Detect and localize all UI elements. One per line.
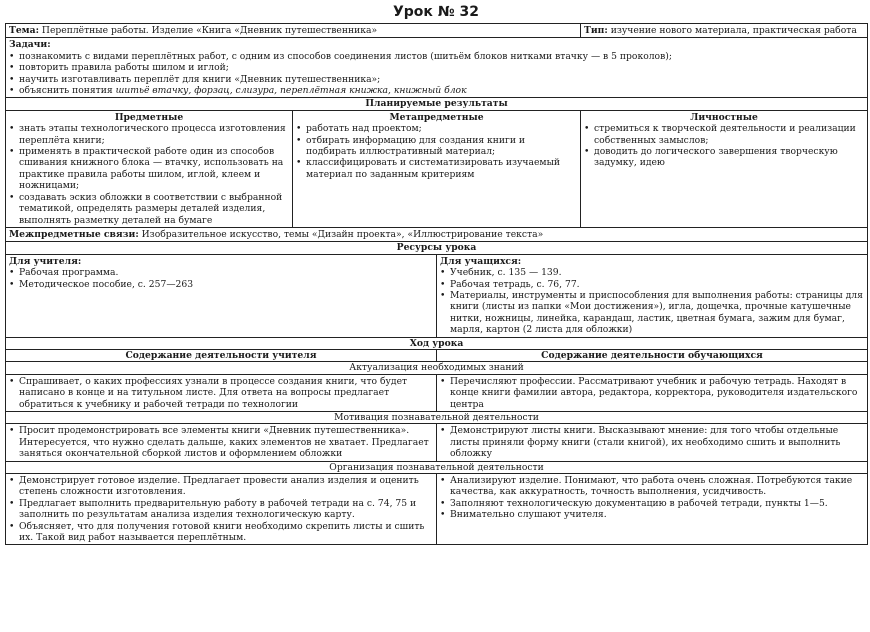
type-cell [581,24,868,38]
stage-row [6,474,868,545]
bullet-icon: • [584,146,590,158]
tasks-label: Задачи: [9,39,51,51]
bullet-icon: • [440,267,446,279]
type-text: изучение нового материала, практическая работа [607,25,857,36]
links-row [6,227,868,241]
stage-name: Мотивация познавательной деятельности [6,412,868,424]
tasks-cell [6,38,868,98]
bullet-icon: • [296,134,302,146]
stage-teacher-cell [6,374,437,411]
stage-name-row [6,362,868,374]
bullet-icon: • [440,289,446,301]
stage-teacher-item: • Объясняет, что для получения готовой книги необходимо скрепить листы и сшить их. Такой вид работ называется переплётным. [9,520,425,544]
student-resource-item: • Материалы, инструменты и приспособления для выполнения работы: страницы для книги (листы из папки «Мои достижения»), игла, дощечка, прочные катушечные нитки, ножницы, линейка, карандаш, ластик, цветная бумага, зажим для бумаг, марля, картон (2 листа для обложки) [440,289,863,336]
resources-header: Ресурсы урока [6,242,868,254]
stage-teacher-item: • Спрашивает, о каких профессиях узнали в процессе создания книги, что будет написано в конце и на титульном листе. Для ответа на вопросы предлагает обратиться к учебнику и рабочей тетради по технологии [9,375,408,410]
subject-result-item: • применять в практической работе один из способов сшивания книжного блока — втачку, использовать на практике правила работы шилом, иглой, клеем и ножницами; [9,146,284,192]
task-item: • повторить правила работы шилом и иглой; [9,62,229,74]
personal-results-cell [581,110,868,227]
resources-header-row [6,242,868,254]
bullet-icon: • [9,375,15,387]
bullet-icon: • [296,123,302,135]
topic-text: Переплётные работы. Изделие «Книга «Дневник путешественника» [39,25,378,36]
student-resources-cell [437,254,868,337]
lesson-header: Ход урока [6,337,868,349]
bullet-icon: • [9,123,15,135]
stage-students-item: • Перечисляют профессии. Рассматривают учебник и рабочую тетрадь. Находят в конце книги фамилии автора, редактора, корректора, руководителя издательского центра [440,375,858,410]
lesson-page [5,1,867,632]
bullet-icon: • [440,375,446,387]
bullet-icon: • [296,157,302,169]
personal-result-item: • доводить до логического завершения творческую задумку, идею [584,146,838,169]
stage-teacher-item: • Демонстрирует готовое изделие. Предлагает провести анализ изделия и оценить степень сложности изготовления. [9,475,419,498]
results-header-row [6,98,868,110]
personal-results-title: Личностные [690,111,758,123]
task-item: • научить изготавливать переплёт для книги «Дневник путешественника»; [9,73,381,85]
task-terms: шитьё втачку, форзац, слизура, переплётная книжка, книжный блок [115,85,467,97]
teacher-column-header: Содержание деятельности учителя [6,349,437,361]
bullet-icon: • [9,278,15,290]
student-resource-item: • Учебник, с. 135 — 139. [440,267,562,279]
stage-row [6,374,868,411]
topic-label: Тема: [9,25,40,36]
bullet-icon: • [9,475,15,487]
links-label: Межпредметные связи: [9,228,139,240]
topic-row [6,24,868,38]
stage-students-item: • Демонстрируют листы книги. Высказывают мнение: для того чтобы отдельные листы приняли форму книги (стали книгой), их необходимо сшить и выполнить обложку [440,425,841,460]
bullet-icon: • [584,123,590,135]
task-item: • объяснить понятия шитьё втачку, форзац, слизура, переплётная книжка, книжный блок [9,85,467,97]
type-label: Тип: [584,25,608,36]
bullet-icon: • [9,62,15,74]
teacher-resource-item: • Рабочая программа. [9,267,119,279]
lesson-header-row [6,337,868,349]
stage-students-cell [437,374,868,411]
bullet-icon: • [9,73,15,85]
resources-row [6,254,868,337]
stage-teacher-cell [6,474,437,545]
subject-results-cell [6,110,293,227]
meta-results-cell [293,110,581,227]
stage-teacher-item: • Предлагает выполнить предварительную работу в рабочей тетради на с. 74, 75 и заполнить по результатам анализа изделия технологическую карту. [9,497,417,521]
bullet-icon: • [440,278,446,290]
student-resource-item: • Рабочая тетрадь, с. 76, 77. [440,278,580,290]
links-text: Изобразительное искусство, темы «Дизайн проекта», «Иллюстрирование текста» [138,228,544,240]
teacher-resources-label: Для учителя: [9,255,82,267]
personal-result-item: • стремиться к творческой деятельности и реализации собственных замыслов; [584,123,856,146]
task-item: • познакомить с видами переплётных работ, с одним из способов соединения листов (шитьём блоков нитками втачку — в 5 проколов); [9,50,672,62]
lesson-columns-row [6,349,868,361]
subject-result-item: • знать этапы технологического процесса изготовления переплёта книги; [9,123,286,146]
bullet-icon: • [440,475,446,487]
results-header: Планируемые результаты [6,98,868,110]
bullet-icon: • [9,520,15,532]
meta-result-item: • отбирать информацию для создания книги и подбирать иллюстративный материал; [296,134,526,158]
stage-name-row [6,412,868,424]
stage-students-cell [437,474,868,545]
topic-cell [6,24,581,38]
meta-result-item: • работать над проектом; [296,123,422,135]
stage-teacher-item: • Просит продемонстрировать все элементы книги «Дневник путешественника». Интересуется, что нужно сделать дальше, каких элементов не хватает. Предлагает заняться окончательной сборкой листов и оформлением обложки [9,425,429,460]
bullet-icon: • [9,425,15,437]
students-column-header: Содержание деятельности обучающихся [437,349,868,361]
stage-name: Организация познавательной деятельности [6,461,868,473]
meta-result-item: • классифицировать и систематизировать изучаемый материал по заданным критериям [296,157,561,180]
links-cell [6,227,868,241]
teacher-resource-item: • Методическое пособие, с. 257—263 [9,278,194,290]
lesson-title: Урок № 32 [392,4,479,20]
teacher-resources-cell [6,254,437,337]
subject-result-item: • создавать эскиз обложки в соответствии с выбранной тематикой, определять размеры деталей изделия, выполнять разметку деталей на бумаге [9,191,283,226]
meta-results-title: Метапредметные [389,111,484,123]
stage-students-cell [437,424,868,461]
bullet-icon: • [440,509,446,521]
stage-row [6,424,868,461]
bullet-icon: • [9,267,15,279]
bullet-icon: • [9,50,15,62]
student-resources-label: Для учащихся: [440,255,522,267]
stage-teacher-cell [6,424,437,461]
stage-students-item: • Заполняют технологическую документацию в рабочей тетради, пункты 1—5. [440,497,828,509]
bullet-icon: • [440,425,446,437]
lesson-plan-table [5,23,868,545]
bullet-icon: • [9,146,15,158]
bullet-icon: • [9,85,15,97]
tasks-row [6,38,868,98]
results-row [6,110,868,227]
bullet-icon: • [440,497,446,509]
stage-students-item: • Анализируют изделие. Понимают, что работа очень сложная. Потребуются такие качества, как аккуратность, точность выполнения, усидчивость. [440,475,853,498]
bullet-icon: • [9,191,15,203]
stage-students-item: • Внимательно слушают учителя. [440,509,607,521]
bullet-icon: • [9,497,15,509]
stage-name: Актуализация необходимых знаний [6,362,868,374]
subject-results-title: Предметные [114,111,184,123]
stage-name-row [6,461,868,473]
